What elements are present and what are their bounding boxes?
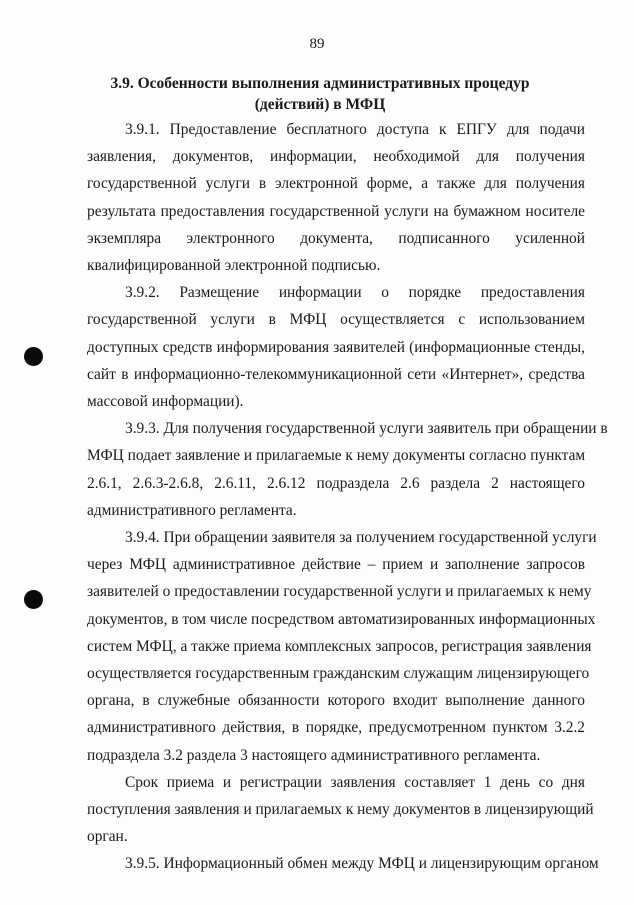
paragraph-line: МФЦ подает заявление и прилагаемые к нему документы согласно пунктам [87, 447, 586, 465]
paragraph-line: 3.9.3. Для получения государственной услуги заявитель при обращении в [125, 420, 608, 438]
section-heading [90, 73, 550, 115]
paragraph-line: через МФЦ административное действие – прием и заполнение запросов [87, 556, 585, 574]
paragraph [87, 524, 597, 769]
paragraph-line: массовой информации). [87, 393, 244, 411]
punch-hole-top [24, 347, 43, 366]
paragraph-line: результата предоставления государственной услуги на бумажном носителе [87, 202, 585, 220]
paragraph-line: экземпляра электронного документа, подписанного усиленной [87, 229, 585, 247]
paragraph-line: орган. [87, 828, 128, 846]
document-body [87, 116, 608, 878]
paragraph-line: подраздела 3.2 раздела 3 настоящего административного регламента. [87, 746, 541, 764]
paragraph-line: 3.9.5. Информационный обмен между МФЦ и лицензирующим органом [125, 855, 599, 873]
paragraph-line: административного регламента. [87, 501, 297, 519]
paragraph-line: 3.9.1. Предоставление бесплатного доступа к ЕПГУ для подачи [125, 121, 585, 138]
paragraph-line: 3.9.4. При обращении заявителя за получением государственной услуги [125, 529, 597, 547]
paragraph-line: поступления заявления и прилагаемых к нему документов в лицензирующий [87, 801, 594, 819]
paragraph-line: документов, в том числе посредством автоматизированных информационных [87, 610, 596, 628]
paragraph-line: осуществляется государственным гражданским служащим лицензирующего [87, 665, 590, 683]
paragraph-line: заявителей о предоставлении государственной услуги и прилагаемых к нему [87, 583, 592, 601]
punch-hole-bottom [24, 590, 43, 609]
paragraph [87, 116, 585, 279]
paragraph-line: сайт в информационно-телекоммуникационной сети «Интернет», средства [87, 365, 585, 383]
paragraph-line: органа, в служебные обязанности которого входит выполнение данного [87, 692, 585, 710]
paragraph [87, 279, 585, 415]
paragraph-line: Срок приема и регистрации заявления составляет 1 день со дня [125, 773, 585, 791]
paragraph-line: 3.9.2. Размещение информации о порядке предоставления [125, 284, 585, 302]
page-number: 89 [309, 36, 325, 52]
paragraph-line: квалифицированной электронной подписью. [87, 257, 381, 275]
section-heading-line-1: 3.9. Особенности выполнения административных процедур [110, 75, 530, 92]
paragraph [87, 769, 594, 851]
paragraph-line: государственной услуги в МФЦ осуществляется с использованием [87, 311, 585, 329]
paragraph [87, 415, 608, 524]
paragraph-line: доступных средств информирования заявителей (информационные стенды, [87, 338, 585, 356]
paragraph-line: государственной услуги в электронной форме, а также для получения [87, 175, 585, 193]
paragraph-line: административного действия, в порядке, предусмотренном пунктом 3.2.2 [87, 719, 585, 737]
paragraph [87, 850, 599, 877]
paragraph-line: систем МФЦ, а также приема комплексных запросов, регистрация заявления [87, 637, 592, 655]
paragraph-line: заявления, документов, информации, необходимой для получения [87, 148, 585, 166]
section-heading-line-2: (действий) в МФЦ [254, 96, 386, 113]
paragraph-line: 2.6.1, 2.6.3-2.6.8, 2.6.11, 2.6.12 подраздела 2.6 раздела 2 настоящего [87, 474, 585, 492]
